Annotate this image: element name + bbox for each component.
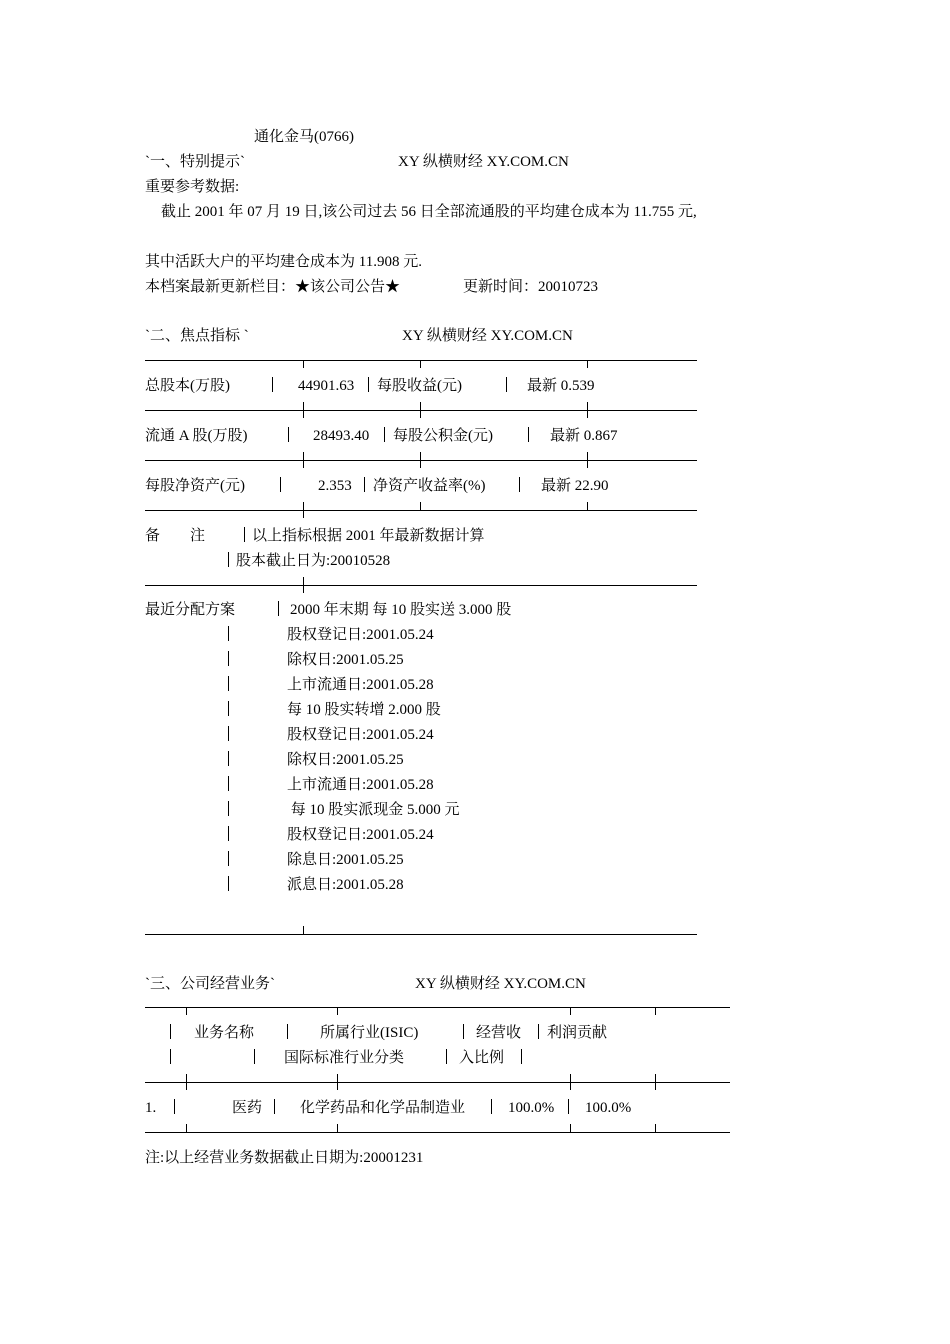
header-income-ratio: 经营收 [476,1025,522,1041]
note-label: 备 注 [145,528,206,544]
section3-heading: `三、公司经营业务` [145,976,275,992]
header-income-ratio-sub: 入比例 [459,1050,505,1066]
business-footnote: 注:以上经营业务数据截止日期为:20001231 [145,1150,424,1166]
note-line: 以上指标根据 2001 年最新数据计算 [252,528,485,544]
cost-line-2: 其中活跃大户的平均建仓成本为 11.908 元. [145,254,422,270]
section1-source: XY 纵横财经 XY.COM.CN [398,154,569,170]
indicator-label: 每股公积金(元) [393,428,493,444]
row-number: 1. [145,1100,157,1116]
indicator-value: 最新 0.539 [527,378,595,394]
update-column: 本档案最新更新栏目：★该公司公告★ [145,279,401,295]
distribution-line: 上市流通日:2001.05.28 [287,677,434,693]
page-title: 通化金马(0766) [254,129,354,145]
indicator-label: 流通 A 股(万股) [145,428,248,444]
distribution-line: 股权登记日:2001.05.24 [287,827,434,843]
distribution-line: 除息日:2001.05.25 [287,852,404,868]
header-profit: 利润贡献 [547,1025,608,1041]
business-industry: 化学药品和化学品制造业 [300,1100,466,1116]
income-ratio: 100.0% [508,1100,555,1116]
indicator-value: 2.353 [318,478,352,494]
note-line: 股本截止日为:20010528 [236,553,391,569]
reference-label: 重要参考数据: [145,179,240,195]
indicator-label: 每股净资产(元) [145,478,245,494]
distribution-label: 最近分配方案 [145,602,236,618]
distribution-line: 除权日:2001.05.25 [287,652,404,668]
indicator-value: 最新 0.867 [550,428,618,444]
section3-source: XY 纵横财经 XY.COM.CN [415,976,586,992]
section2-source: XY 纵横财经 XY.COM.CN [402,328,573,344]
indicator-label: 每股收益(元) [377,378,462,394]
section1-heading: `一、特别提示` [145,154,245,170]
profit-ratio: 100.0% [585,1100,632,1116]
distribution-line: 股权登记日:2001.05.24 [287,727,434,743]
header-industry: 所属行业(ISIC) [320,1025,419,1041]
distribution-line: 每 10 股实派现金 5.000 元 [287,802,460,818]
indicator-value: 28493.40 [313,428,370,444]
distribution-line: 2000 年末期 每 10 股实送 3.000 股 [290,602,512,618]
indicator-value: 最新 22.90 [541,478,609,494]
business-name: 医药 [232,1100,263,1116]
distribution-line: 每 10 股实转增 2.000 股 [287,702,441,718]
distribution-line: 上市流通日:2001.05.28 [287,777,434,793]
indicator-label: 净资产收益率(%) [373,478,486,494]
distribution-line: 除权日:2001.05.25 [287,752,404,768]
cost-line-1: 截止 2001 年 07 月 19 日,该公司过去 56 日全部流通股的平均建仓成本为 11.755 元, [161,204,697,220]
indicator-value: 44901.63 [298,378,355,394]
header-business-name: 业务名称 [194,1025,255,1041]
section2-heading: `二、焦点指标 ` [145,328,249,344]
distribution-line: 股权登记日:2001.05.24 [287,627,434,643]
indicator-label: 总股本(万股) [145,378,230,394]
distribution-line: 派息日:2001.05.28 [287,877,404,893]
update-time: 更新时间：20010723 [463,279,599,295]
header-industry-sub: 国际标准行业分类 [284,1050,405,1066]
